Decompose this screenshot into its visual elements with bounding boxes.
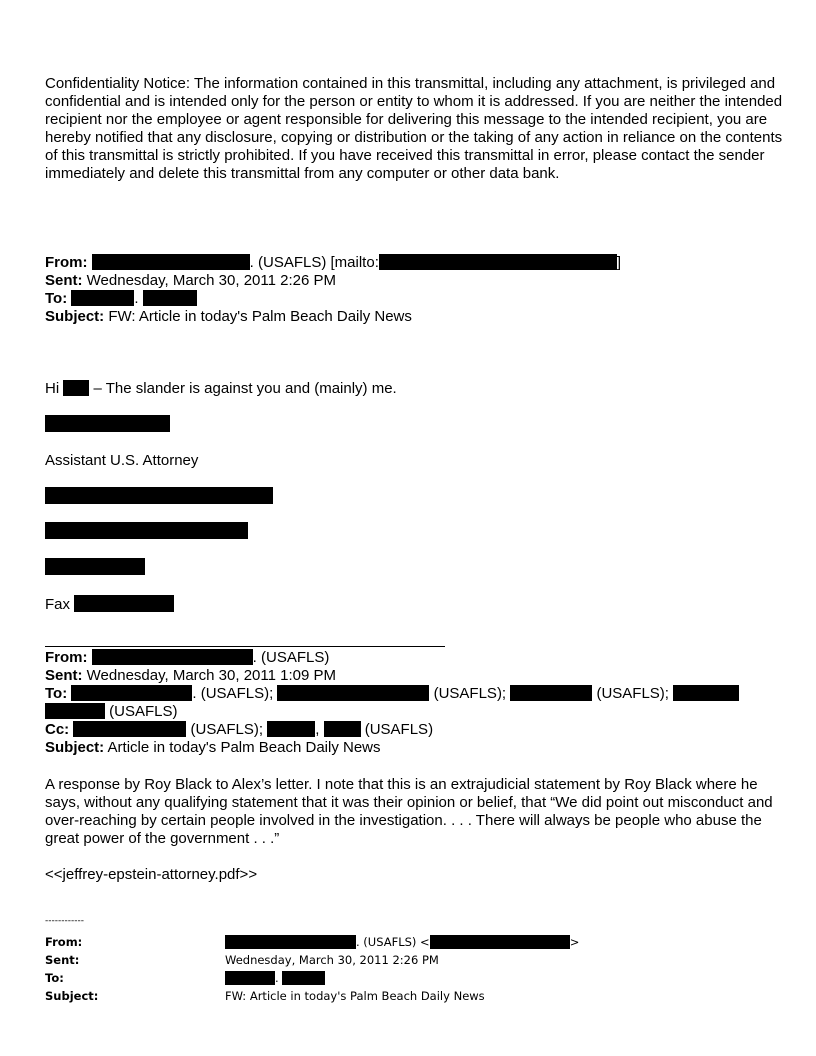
footer-to-sep: . <box>275 971 279 985</box>
footer-from-close: > <box>569 935 580 949</box>
footer-subject-label: Subject: <box>45 989 99 1003</box>
footer-from-value <box>225 933 579 951</box>
subject-label: Subject: <box>45 739 105 756</box>
redaction <box>92 254 250 270</box>
redaction <box>225 971 275 985</box>
confidentiality-notice: Confidentiality Notice: The information contained in this transmittal, including any attachment, is privileged and confidential and is intended only for the person or entity to whom it is addressed. If you are neither the intended recipient nor the employee or agent responsible for delivering this message to the intended recipient, you are hereby notified that any disclosure, copying or distribution or the taking of any action in reliance on the contents of this transmittal is strictly prohibited. If you have received this transmittal in error, please contact the sender immediately and delete this transmittal from any computer or other data bank. <box>45 75 783 182</box>
from-label: From: <box>45 649 88 666</box>
sent-label: Sent: <box>45 667 83 684</box>
email1-from-line <box>45 254 621 272</box>
redaction <box>71 685 192 701</box>
greeting-prefix: Hi <box>45 380 60 397</box>
redaction <box>324 721 361 737</box>
cc-b: , <box>315 721 320 738</box>
to-c: (USAFLS); <box>596 685 669 702</box>
email2-sent-line <box>45 667 336 685</box>
redaction <box>143 290 197 306</box>
to-sep: . <box>134 290 139 307</box>
redaction <box>379 254 617 270</box>
redaction <box>510 685 592 701</box>
redaction <box>267 721 315 737</box>
greeting-text: – The slander is against you and (mainly) me. <box>89 380 397 397</box>
sent-value: Wednesday, March 30, 2011 2:26 PM <box>86 272 336 289</box>
footer-to-value <box>225 969 325 987</box>
from-close: ] <box>616 254 622 271</box>
footer-sent-value: Wednesday, March 30, 2011 2:26 PM <box>225 953 439 967</box>
redaction <box>430 935 570 949</box>
cc-label: Cc: <box>45 721 70 738</box>
email1-sent-line <box>45 272 336 290</box>
email2-body: A response by Roy Black to Alex’s letter. I note that this is an extrajudicial statement by Roy Black where he says, without any qualifying statement that it was their opinion or belief, that “We did point out misconduct and over-reaching by certain people involved in the investigation. . . . There will always be people who abuse the great power of the government . . .” <box>45 776 773 847</box>
sent-label: Sent: <box>45 272 83 289</box>
sent-value: Wednesday, March 30, 2011 1:09 PM <box>86 667 336 684</box>
footer-sent-label: Sent: <box>45 953 80 967</box>
footer-from-label: From: <box>45 935 83 949</box>
redaction <box>673 685 739 701</box>
redaction <box>74 595 174 612</box>
subject-value: FW: Article in today's Palm Beach Daily News <box>108 308 412 325</box>
email1-subject-line <box>45 308 412 326</box>
redaction <box>277 685 429 701</box>
redaction-signature-name <box>45 415 170 432</box>
to-b: (USAFLS); <box>433 685 507 702</box>
greeting <box>45 380 397 398</box>
divider <box>45 646 445 647</box>
redaction <box>71 290 134 306</box>
attachment-link[interactable]: <<jeffrey-epstein-attorney.pdf>> <box>45 866 258 883</box>
to-label: To: <box>45 290 68 307</box>
cc-c: (USAFLS) <box>364 721 434 738</box>
to-a: . (USAFLS); <box>192 685 274 702</box>
redaction <box>45 703 105 719</box>
redaction <box>282 971 325 985</box>
subject-value: Article in today's Palm Beach Daily News <box>107 739 381 756</box>
footer-subject-value: FW: Article in today's Palm Beach Daily News <box>225 989 485 1003</box>
to-d: (USAFLS) <box>109 703 178 720</box>
footer-from-suffix: . (USAFLS) < <box>356 935 430 949</box>
subject-label: Subject: <box>45 308 105 325</box>
redaction-signature-line <box>45 558 145 575</box>
footer-dashes: ------------ <box>45 916 84 926</box>
email2-to-line <box>45 685 739 703</box>
signature-fax <box>45 595 174 614</box>
redaction-signature-line <box>45 487 273 504</box>
email2-from-line <box>45 649 329 667</box>
email1-to-line <box>45 290 197 308</box>
redaction <box>225 935 356 949</box>
from-suffix: . (USAFLS) [mailto: <box>249 254 379 271</box>
email2-to-line-cont <box>45 703 178 721</box>
email2-subject-line <box>45 739 381 757</box>
fax-label: Fax <box>45 596 71 613</box>
email2-cc-line <box>45 721 433 739</box>
redaction-signature-line <box>45 522 248 539</box>
from-suffix: . (USAFLS) <box>252 649 330 666</box>
redaction <box>63 380 89 396</box>
cc-a: (USAFLS); <box>190 721 264 738</box>
redaction <box>73 721 186 737</box>
redaction <box>92 649 253 665</box>
to-label: To: <box>45 685 68 702</box>
footer-to-label: To: <box>45 971 64 985</box>
from-label: From: <box>45 254 88 271</box>
signature-title: Assistant U.S. Attorney <box>45 452 199 469</box>
